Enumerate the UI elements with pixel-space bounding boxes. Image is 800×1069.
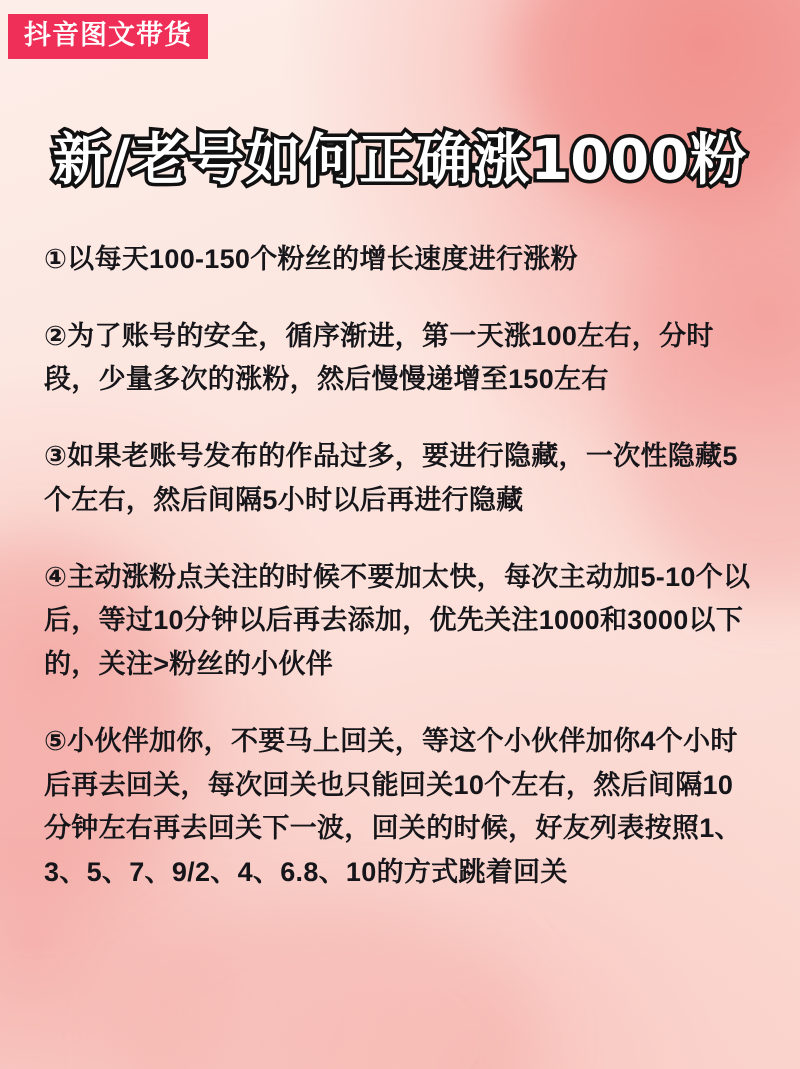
list-item: ⑤小伙伴加你，不要马上回关，等这个小伙伴加你4个小时后再去回关，每次回关也只能回关10个左右，然后间隔10分钟左右再去回关下一波，回关的时候，好友列表按照1、3、5、7、9/2、4、6.8、10的方式跳着回关 bbox=[44, 725, 742, 888]
list-item: ②为了账号的安全，循序渐进，第一天涨100左右，分时段，少量多次的涨粉，然后慢慢递增至150左右 bbox=[44, 320, 714, 395]
list-item: ①以每天100-150个粉丝的增长速度进行涨粉 bbox=[44, 244, 578, 274]
decorative-watercolor-blob-bottom bbox=[120, 899, 540, 1069]
page-title: 新/老号如何正确涨1000粉 bbox=[52, 128, 748, 193]
category-badge: 抖音图文带货 bbox=[8, 14, 208, 59]
headline-container bbox=[0, 128, 800, 194]
list-item: ③如果老账号发布的作品过多，要进行隐藏，一次性隐藏5个左右，然后间隔5小时以后再进行隐藏 bbox=[44, 441, 738, 515]
list-item: ④主动涨粉点关注的时候不要加太快，每次主动加5-10个以后，等过10分钟以后再去添加，优先关注1000和3000以下的，关注>粉丝的小伙伴 bbox=[44, 561, 751, 680]
body-text-block bbox=[44, 238, 760, 895]
